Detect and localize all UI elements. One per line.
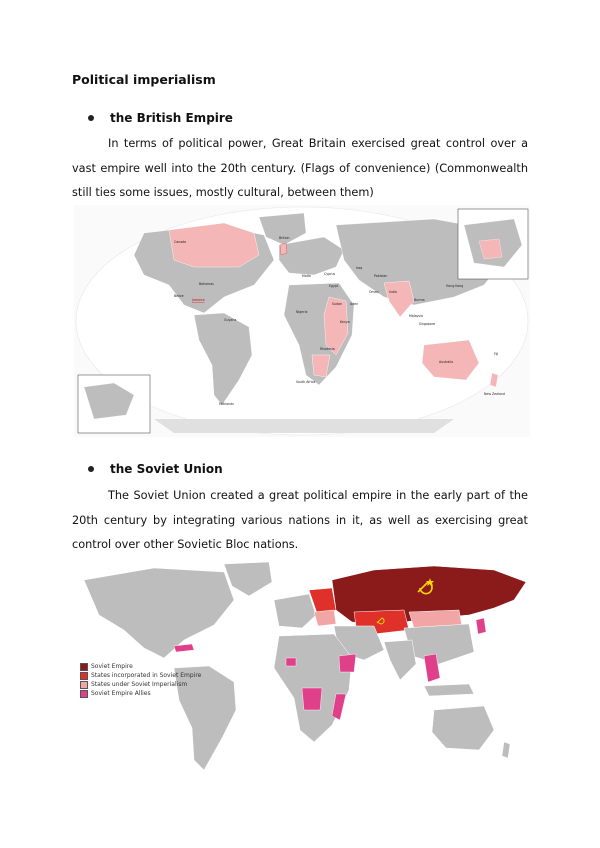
map-label-pakistan: Pakistan xyxy=(374,274,388,278)
map-label-iraq: Iraq xyxy=(356,266,363,270)
map-label-malta: Malta xyxy=(302,274,311,278)
legend-swatch xyxy=(80,672,88,680)
map-label-aden: Aden xyxy=(350,302,359,306)
satellite-states-shape xyxy=(314,610,336,626)
map-label-cyprus: Cyprus xyxy=(324,272,336,276)
map-label-rhodesia: Rhodesia xyxy=(320,347,335,351)
map-label-burma: Burma xyxy=(414,298,425,302)
map-label-south-africa: South Africa xyxy=(296,380,316,384)
legend-item xyxy=(80,662,201,671)
legend-label: Soviet Empire Allies xyxy=(91,690,151,697)
map-label-hong-kong: Hong Kong xyxy=(446,284,464,288)
map-label-kenya: Kenya xyxy=(340,320,350,324)
legend-item xyxy=(80,689,201,698)
angola-shape xyxy=(302,688,322,710)
map-label-belize: Belize xyxy=(174,294,184,298)
map-label-jamaica: Jamaica xyxy=(192,298,205,302)
bullet-british-empire xyxy=(88,111,233,125)
map-label-britain: Britain xyxy=(279,236,290,240)
legend-label: States incorporated in Soviet Empire xyxy=(91,672,202,679)
map-label-egypt: Egypt xyxy=(329,284,339,288)
map-label-malaysia: Malaysia xyxy=(409,314,423,318)
indonesia-shape xyxy=(424,684,474,696)
paragraph-text: The Soviet Union created a great political empire in the early part of the 20th century by integrating various nations in it, as well as exercising great control over other Sovietic Bloc nations. xyxy=(72,489,528,551)
map-label-falklands: Falklands xyxy=(219,402,234,406)
paragraph-soviet xyxy=(72,484,528,558)
map-label-guyana: Guyana xyxy=(224,318,237,322)
map-label-canada: Canada xyxy=(174,240,187,244)
bullet-dot-icon xyxy=(88,115,94,121)
map-label-sudan: Sudan xyxy=(332,302,343,306)
section-heading: Political imperialism xyxy=(72,72,216,87)
paragraph-british xyxy=(72,132,528,206)
map-label-fiji: Fiji xyxy=(494,352,499,356)
britain-shape xyxy=(280,243,287,255)
north-korea-shape xyxy=(476,618,486,634)
legend-swatch xyxy=(80,681,88,689)
map-label-nigeria: Nigeria xyxy=(296,310,308,314)
soviet-map-legend xyxy=(80,662,201,698)
ethiopia-shape xyxy=(339,654,356,672)
legend-label: Soviet Empire xyxy=(91,663,133,670)
bullet-label: the Soviet Union xyxy=(110,462,223,476)
map-label-new-zealand: New Zealand xyxy=(484,392,505,396)
legend-item xyxy=(80,671,201,680)
legend-label: States under Soviet Imperialism xyxy=(91,681,188,688)
map-label-singapore: Singapore xyxy=(419,322,436,326)
legend-item xyxy=(80,680,201,689)
map-label-bahamas: Bahamas xyxy=(199,282,214,286)
map-label-australia: Australia xyxy=(439,360,454,364)
bullet-label: the British Empire xyxy=(110,111,233,125)
antarctica-shape xyxy=(154,419,454,433)
paragraph-text: In terms of political power, Great Britain exercised great control over a vast empire well into the 20th century. (Flags of convenience) (Commonwealth still ties some issues, mostly cultural, between them) xyxy=(72,137,528,199)
map-label-india: India xyxy=(389,290,397,294)
legend-swatch xyxy=(80,663,88,671)
legend-swatch xyxy=(80,690,88,698)
west-africa-ally xyxy=(286,658,296,666)
bullet-dot-icon xyxy=(88,466,94,472)
bullet-soviet-union xyxy=(88,462,223,476)
map-label-oman: Oman xyxy=(369,290,379,294)
british-empire-map xyxy=(74,205,530,437)
